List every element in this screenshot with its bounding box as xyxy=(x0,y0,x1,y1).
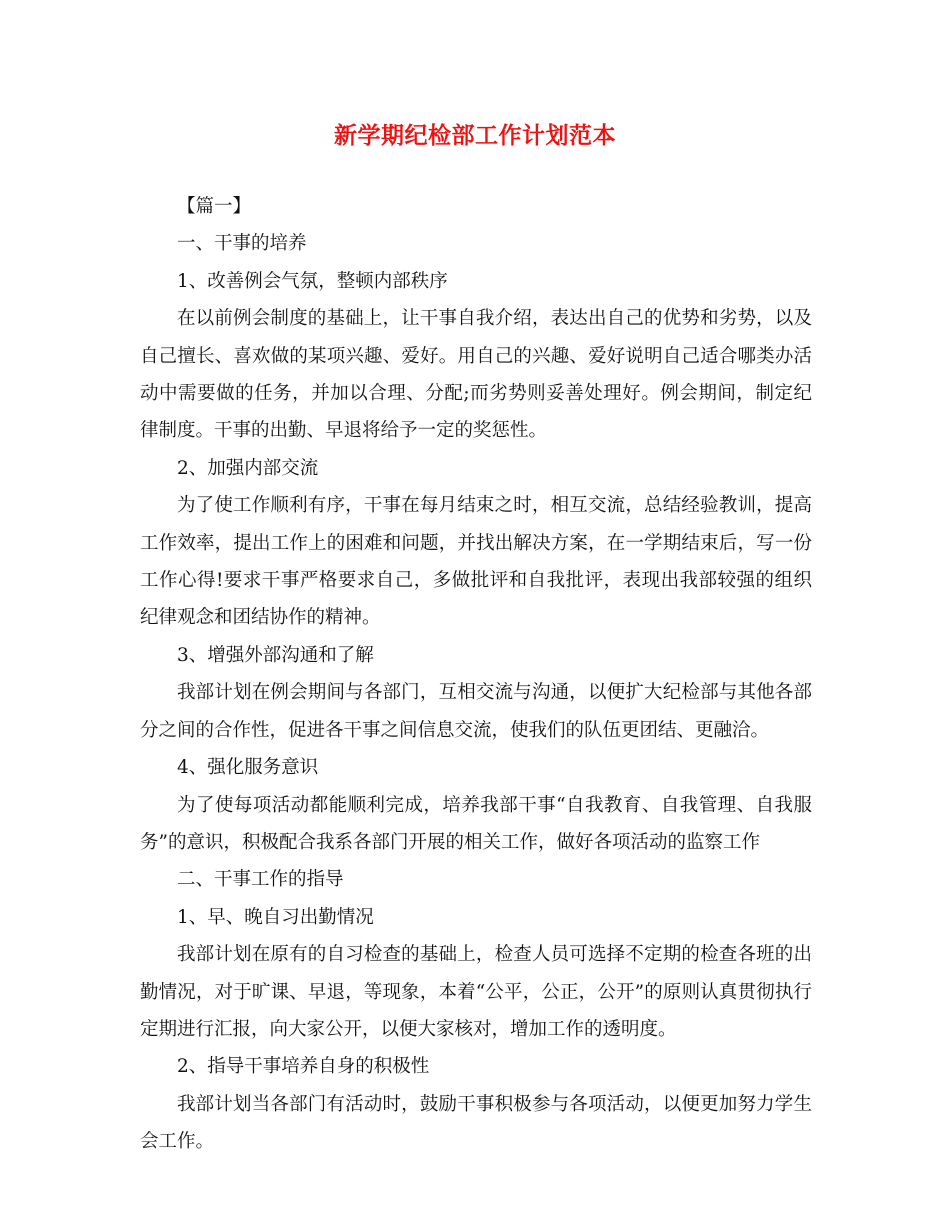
subsection-heading: 2、加强内部交流 xyxy=(177,457,319,479)
document-title: 新学期纪检部工作计划范本 xyxy=(334,122,616,149)
body-paragraph: 我部计划当各部门有活动时，鼓励干事积极参与各项活动，以便更加努力学生会工作。 xyxy=(140,1093,812,1153)
body-paragraph: 为了使每项活动都能顺利完成，培养我部干事“自我教育、自我管理、自我服务”的意识，积极配合我系各部门开展的相关工作，做好各项活动的监察工作 xyxy=(140,794,812,853)
body-paragraph: 我部计划在例会期间与各部门，互相交流与沟通，以便扩大纪检部与其他各部分之间的合作性，促进各干事之间信息交流，使我们的队伍更团结、更融洽。 xyxy=(140,682,812,741)
body-paragraph: 为了使工作顺利有序，干事在每月结束之时，相互交流，总结经验教训，提高工作效率，提出工作上的困难和问题，并找出解决方案，在一学期结束后，写一份工作心得!要求干事严格要求自己，多做批评和自我批评，表现出我部较强的组织纪律观念和团结协作的精神。 xyxy=(140,495,812,629)
section-marker: 【篇一】 xyxy=(177,196,252,217)
document-body xyxy=(140,188,812,1161)
subsection-heading: 2、指导干事培养自身的积极性 xyxy=(177,1056,430,1078)
subsection-heading: 1、改善例会气氛，整顿内部秩序 xyxy=(177,270,448,292)
body-paragraph: 我部计划在原有的自习检查的基础上，检查人员可选择不定期的检查各班的出勤情况，对于旷课、早退，等现象，本着“公平，公正，公开”的原则认真贯彻执行定期进行汇报，向大家公开，以便大家核对，增加工作的透明度。 xyxy=(140,944,812,1040)
body-paragraph: 在以前例会制度的基础上，让干事自我介绍，表达出自己的优势和劣势，以及自己擅长、喜欢做的某项兴趣、爱好。用自己的兴趣、爱好说明自己适合哪类办活动中需要做的任务，并加以合理、分配;而劣势则妥善处理好。例会期间，制定纪律制度。干事的出勤、早退将给予一定的奖惩性。 xyxy=(140,308,812,442)
subsection-heading: 1、早、晚自习出勤情况 xyxy=(177,906,374,928)
subsection-heading: 3、增强外部沟通和了解 xyxy=(177,644,374,666)
section-heading: 一、干事的培养 xyxy=(177,233,307,255)
subsection-heading: 4、强化服务意识 xyxy=(177,757,319,779)
section-heading: 二、干事工作的指导 xyxy=(177,869,344,891)
